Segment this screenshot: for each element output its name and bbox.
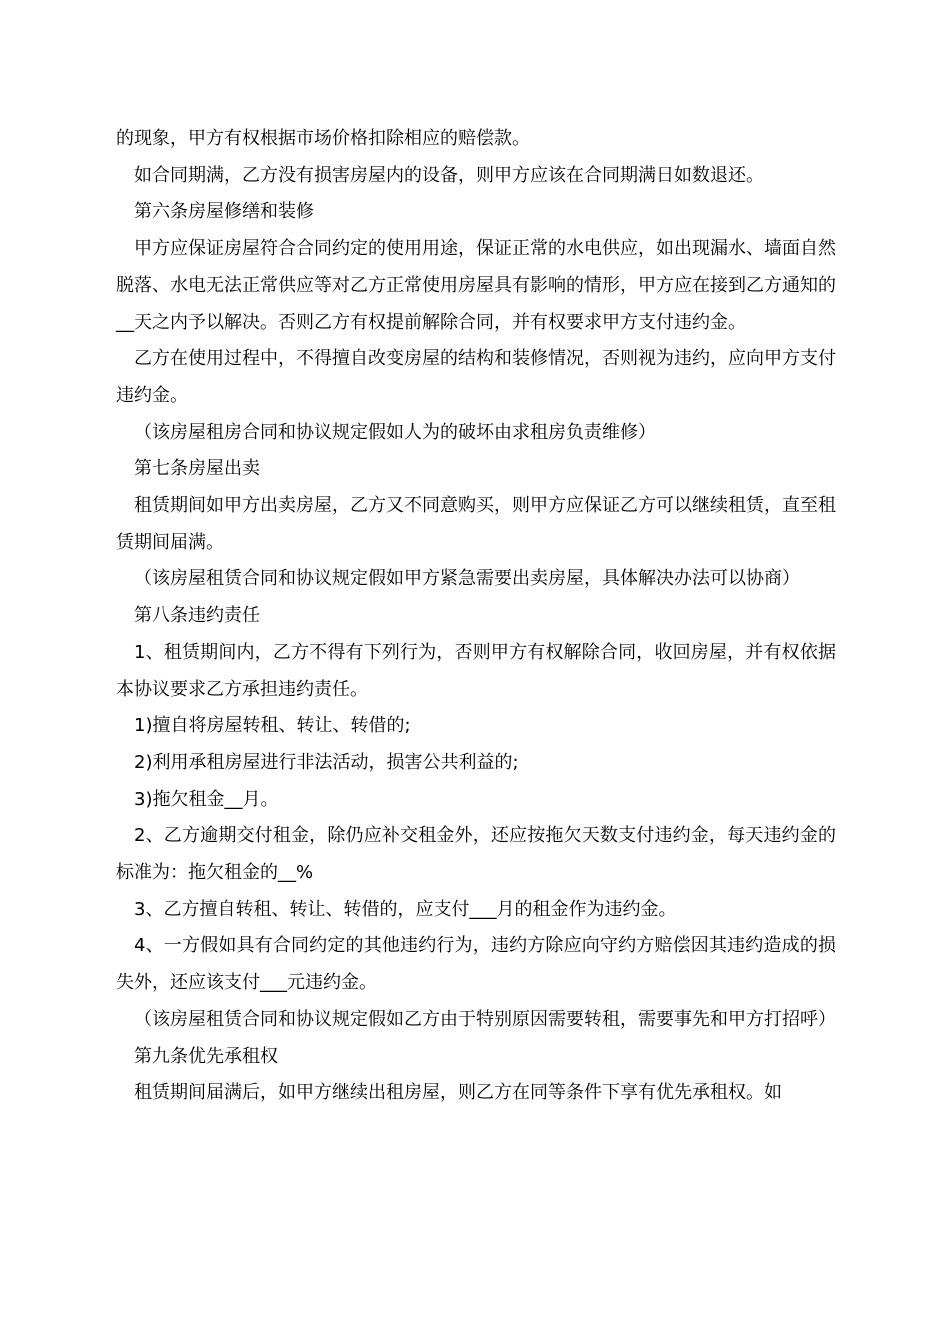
note-sublease: （该房屋租赁合同和协议规定假如乙方由于特别原因需要转租，需要事先和甲方打招呼） — [134, 1008, 836, 1030]
clause-1-prohibited-acts: 1、租赁期间内，乙方不得有下列行为，否则甲方有权解除合同，收回房屋，并有权依据本协议要求乙方承担违约责任。 — [116, 641, 836, 700]
sub-item-1: 1)擅自将房屋转租、转让、转借的; — [134, 715, 411, 737]
section-heading-6: 第六条房屋修缮和装修 — [134, 201, 314, 223]
clause-3-sublease: 3、乙方擅自转租、转让、转借的，应支付___月的租金作为违约金。 — [134, 898, 677, 920]
note-repair: （该房屋租房合同和协议规定假如人为的破坏由求租房负责维修） — [134, 421, 656, 443]
clause-2-late-payment: 2、乙方逾期交付租金，除仍应补交租金外，还应按拖欠天数支付违约金，每天违约金的标准为：拖欠租金的__% — [116, 825, 836, 884]
paragraph-sale-of-house: 租赁期间如甲方出卖房屋，乙方又不同意购买，则甲方应保证乙方可以继续租赁，直至租赁期间届满。 — [116, 495, 836, 553]
paragraph-no-alteration: 乙方在使用过程中，不得擅自改变房屋的结构和装修情况，否则视为违约，应向甲方支付违约金。 — [116, 348, 836, 406]
paragraph-continuation: 的现象，甲方有权根据市场价格扣除相应的赔偿款。 — [116, 128, 530, 149]
paragraph-repair-obligation: 甲方应保证房屋符合合同约定的使用用途，保证正常的水电供应，如出现漏水、墙面自然脱落、水电无法正常供应等对乙方正常使用房屋具有影响的情形，甲方应在接到乙方通知的__天之内予以解决。否则乙方有权提前解除合同，并有权要求甲方支付违约金。 — [116, 238, 836, 333]
paragraph-deposit-return: 如合同期满，乙方没有损害房屋内的设备，则甲方应该在合同期满日如数退还。 — [134, 164, 764, 186]
sub-item-3: 3)拖欠租金__月。 — [134, 788, 279, 810]
sub-item-2: 2)利用承租房屋进行非法活动，损害公共利益的; — [134, 751, 519, 773]
section-heading-7: 第七条房屋出卖 — [134, 458, 260, 480]
paragraph-priority-lease: 租赁期间届满后，如甲方继续出租房屋，则乙方在同等条件下享有优先承租权。如 — [134, 1082, 782, 1104]
document-body — [116, 121, 836, 1112]
section-heading-9: 第九条优先承租权 — [134, 1045, 278, 1067]
clause-4-other-breach: 4、一方假如具有合同约定的其他违约行为，违约方除应向守约方赔偿因其违约造成的损失外，还应该支付___元违约金。 — [116, 935, 836, 994]
note-sale: （该房屋租赁合同和协议规定假如甲方紧急需要出卖房屋，具体解决办法可以协商） — [134, 568, 800, 590]
section-heading-8: 第八条违约责任 — [134, 605, 260, 627]
